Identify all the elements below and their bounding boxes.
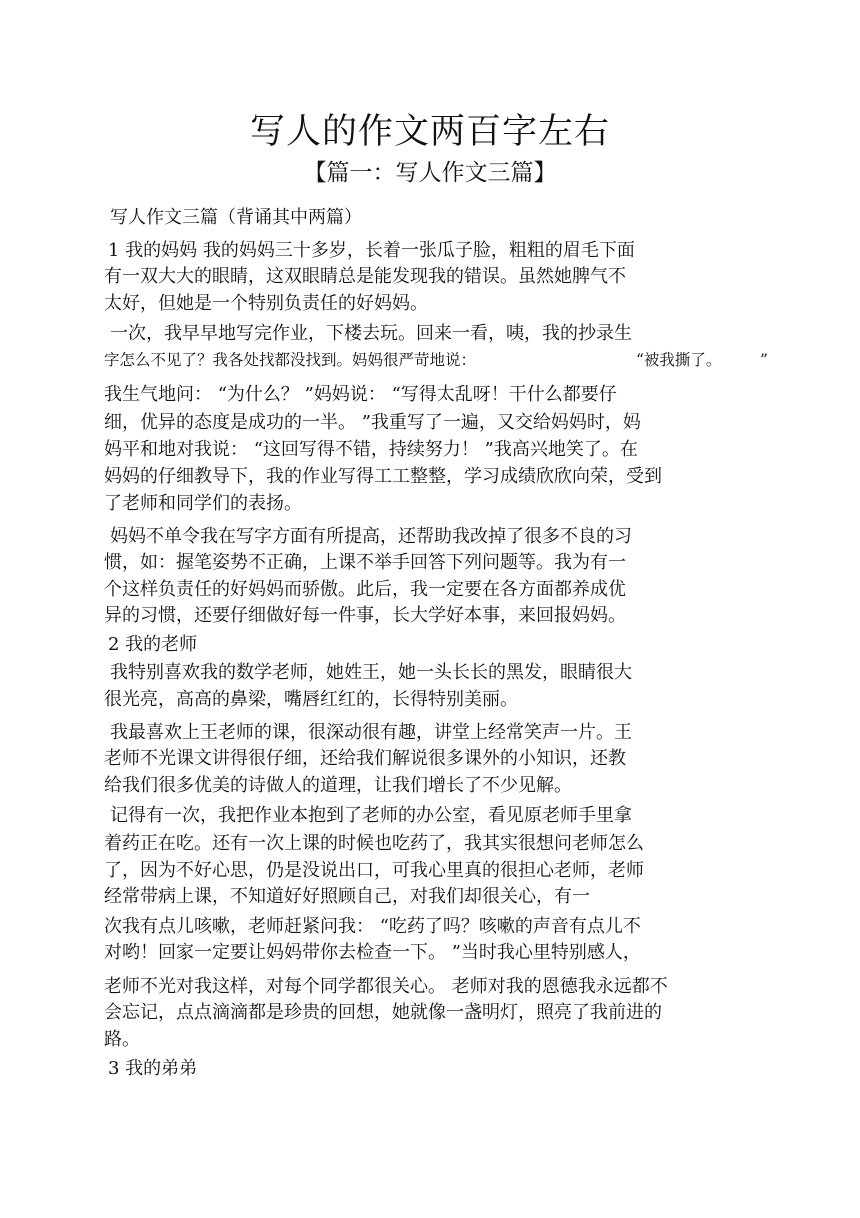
text-line: 我生气地问： “为什么？ ”妈妈说： “写得太乱呀！干什么都要仔 — [104, 384, 617, 405]
text-line: 写人作文三篇（背诵其中两篇） — [110, 207, 362, 228]
text-line: 太好，但她是一个特别负责任的好妈妈。 — [104, 293, 428, 314]
document-subtitle: 【篇一：写人作文三篇】 — [303, 160, 557, 186]
text-line: 着药正在吃。还有一次上课的时候也吃药了，我其实很想问老师怎么 — [104, 833, 644, 854]
text-line: 对哟！回家一定要让妈妈带你去检查一下。 ”当时我心里特别感人， — [104, 942, 641, 963]
text-line: 了，因为不好心思，仍是没说出口，可我心里真的很担心老师，老师 — [104, 860, 644, 881]
text-line: 个这样负责任的好妈妈而骄傲。此后，我一定要在各方面都养成优 — [104, 579, 626, 600]
text-line: 字怎么不见了？我各处找都没找到。妈妈很严苛地说： — [104, 351, 477, 369]
text-line: 妈平和地对我说： “这回写得不错，持续努力！ ”我高兴地笑了。在 — [104, 439, 638, 460]
section-heading: 2 我的老师 — [108, 634, 198, 655]
text-line: “被我撕了。 — [636, 351, 722, 369]
text-line: 一次，我早早地写完作业，下楼去玩。回来一看，咦，我的抄录生 — [110, 323, 632, 344]
text-line: 记得有一次，我把作业本抱到了老师的办公室，看见原老师手里拿 — [110, 805, 632, 826]
text-line: 了老师和同学们的表扬。 — [104, 493, 302, 514]
text-line: 路。 — [104, 1029, 140, 1050]
text-line: ” — [760, 351, 768, 369]
document-title: 写人的作文两百字左右 — [249, 112, 610, 152]
text-line: 妈妈的仔细教导下，我的作业写得工工整整，学习成绩欣欣向荣，受到 — [104, 466, 662, 487]
text-line: 妈妈不单令我在写字方面有所提高，还帮助我改掉了很多不良的习 — [110, 526, 632, 547]
text-line: 次我有点儿咳嗽，老师赶紧问我： “吃药了吗？咳嗽的声音有点儿不 — [104, 916, 641, 937]
text-line: 经常带病上课，不知道好好照顾自己，对我们却很关心，有一 — [104, 886, 590, 907]
text-line: 惯，如：握笔姿势不正确，上课不举手回答下列问题等。我为有一 — [104, 552, 626, 573]
text-line: 老师不光对我这样，对每个同学都很关心。 老师对我的恩德我永远都不 — [104, 976, 668, 997]
text-line: 很光亮，高高的鼻梁，嘴唇红红的，长得特别美丽。 — [104, 689, 518, 710]
text-line: 会忘记，点点滴滴都是珍贵的回想，她就像一盏明灯，照亮了我前进的 — [104, 1002, 662, 1023]
text-line: 我最喜欢上王老师的课，很深动很有趣，讲堂上经常笑声一片。王 — [110, 722, 632, 743]
section-heading: 3 我的弟弟 — [108, 1058, 198, 1079]
text-line: 有一双大大的眼睛，这双眼睛总是能发现我的错误。虽然她脾气不 — [104, 266, 626, 287]
text-line: 我特别喜欢我的数学老师，她姓王，她一头长长的黑发，眼睛很大 — [110, 662, 632, 683]
text-line: 老师不光课文讲得很仔细，还给我们解说很多课外的小知识，还教 — [104, 748, 626, 769]
text-line: 异的习惯，还要仔细做好每一件事，长大学好本事，来回报妈妈。 — [104, 605, 626, 626]
text-line: 1 我的妈妈 我的妈妈三十多岁，长着一张瓜子脸，粗粗的眉毛下面 — [108, 240, 635, 261]
text-line: 给我们很多优美的诗做人的道理，让我们增长了不少见解。 — [104, 775, 572, 796]
text-line: 细，优异的态度是成功的一半。 ”我重写了一遍，又交给妈妈时，妈 — [104, 412, 641, 433]
